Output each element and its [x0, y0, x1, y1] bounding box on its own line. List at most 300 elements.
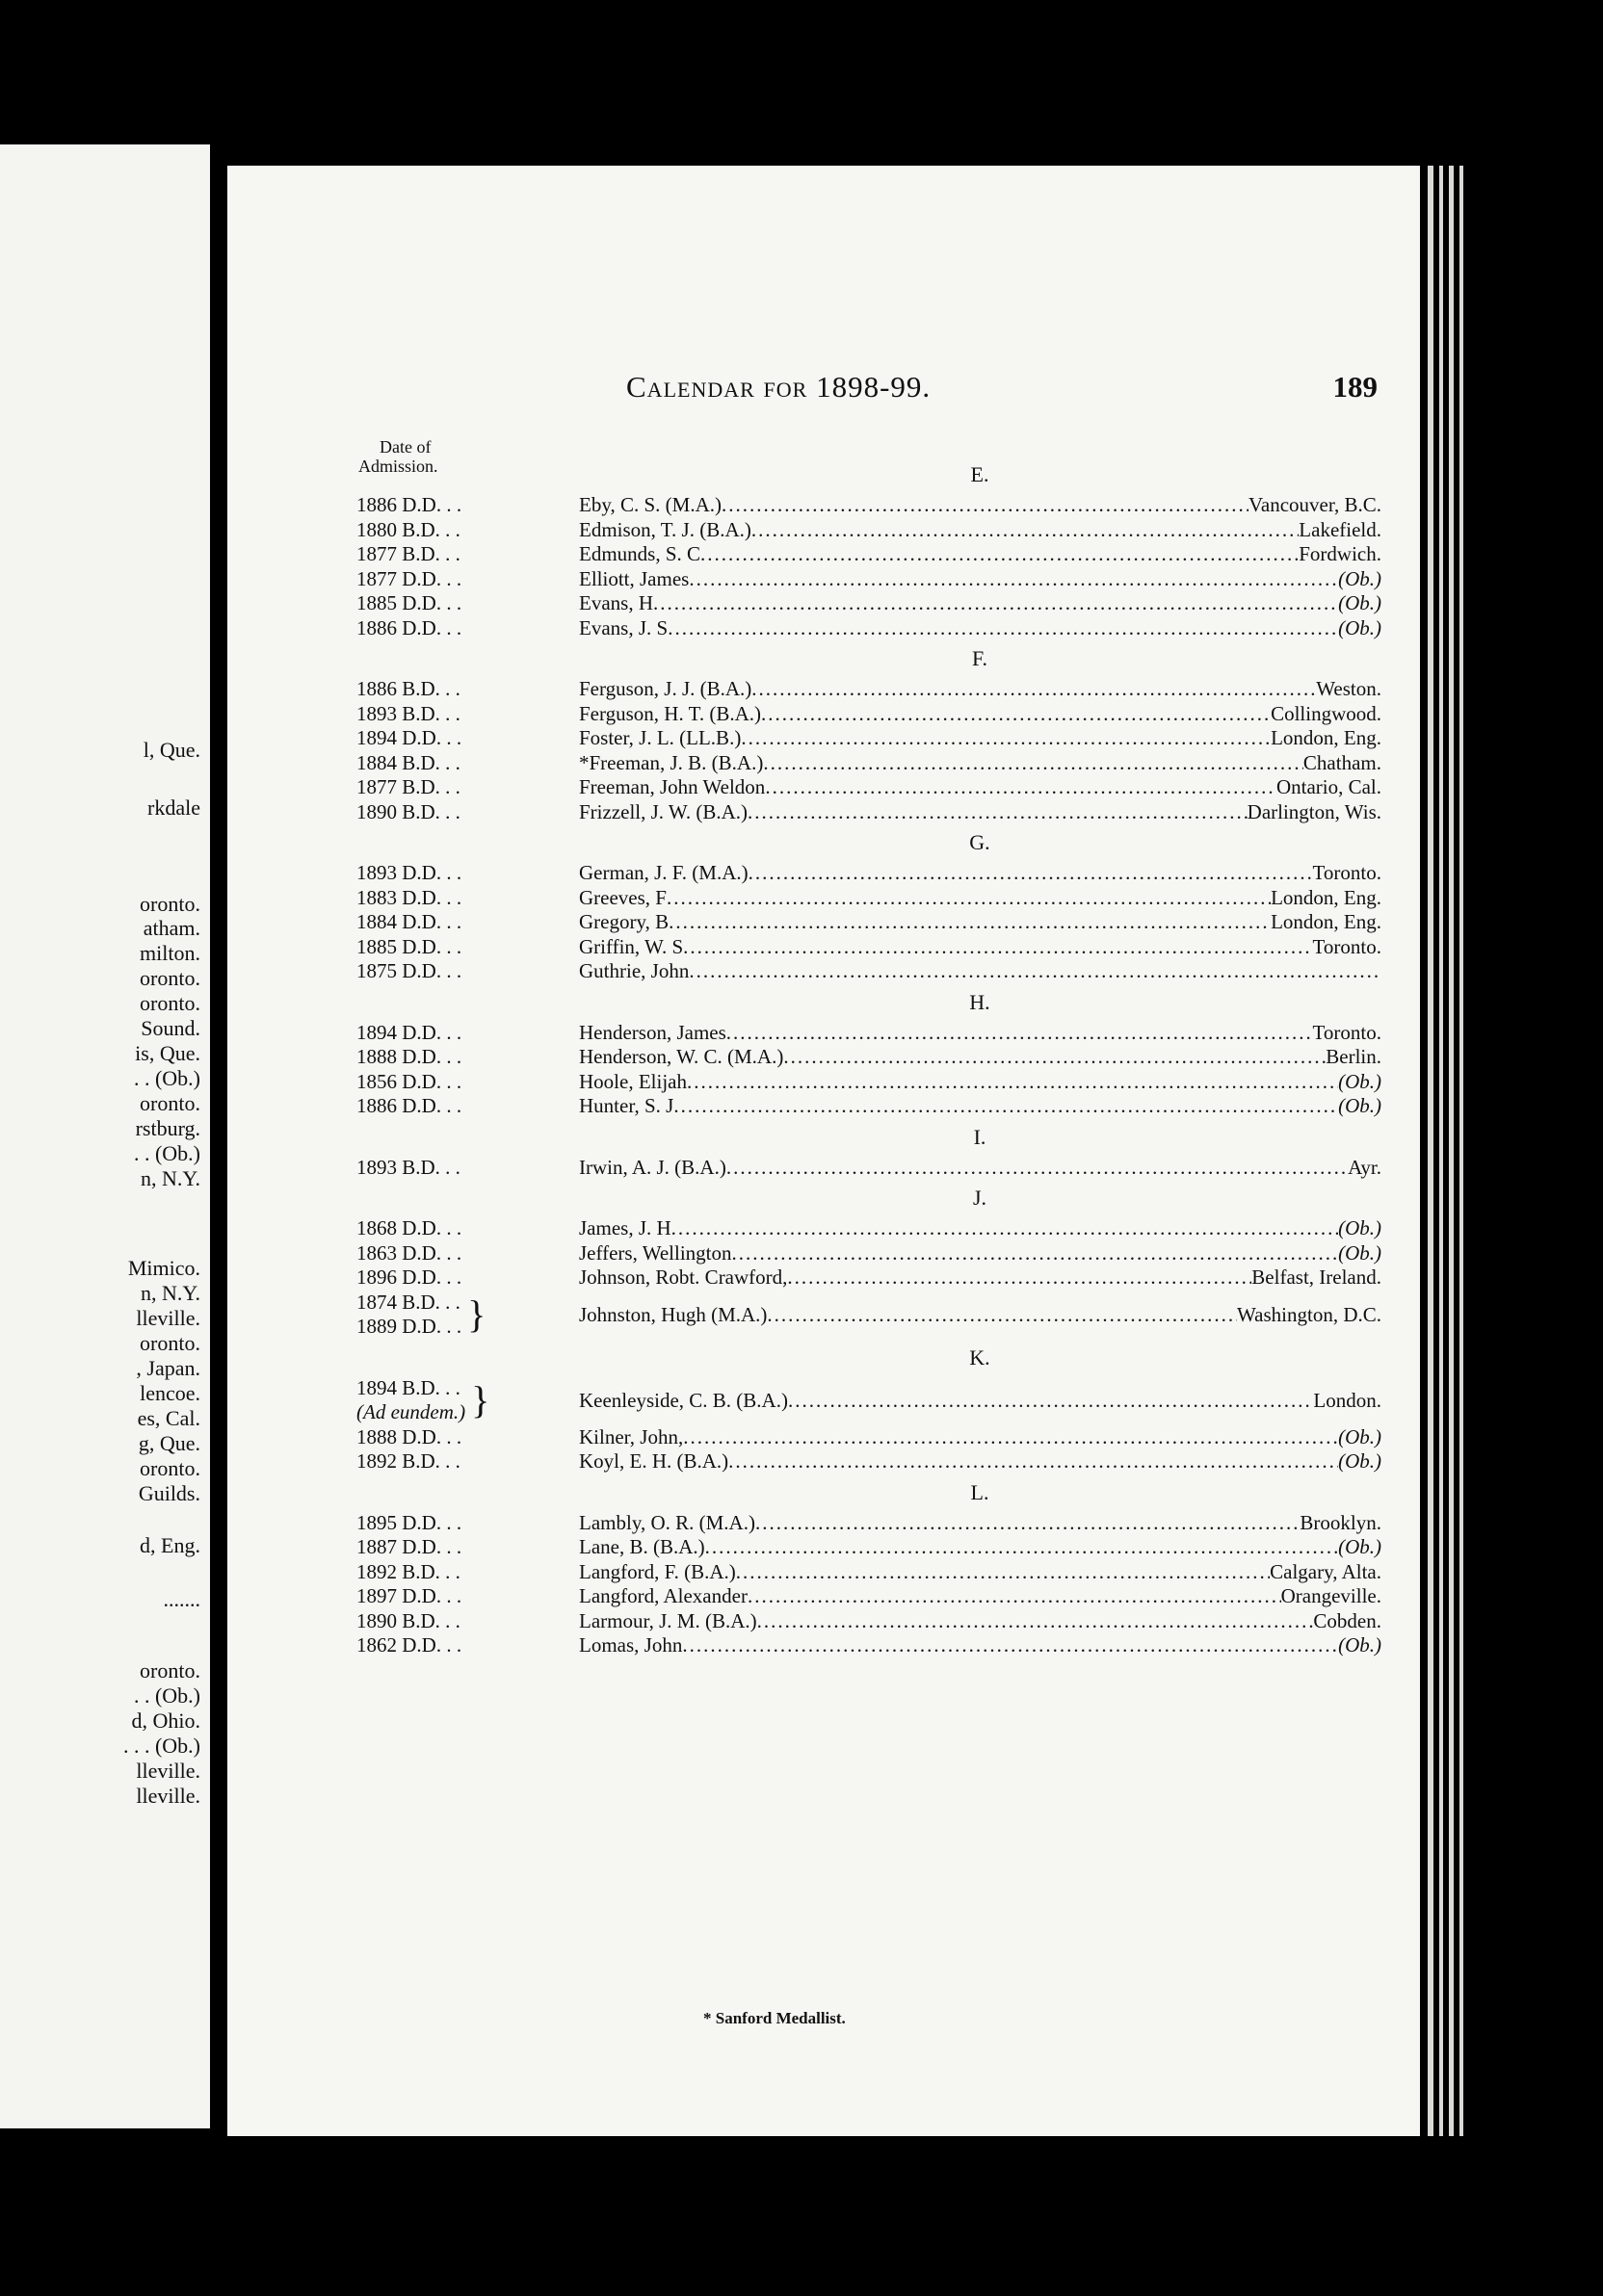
graduate-name: Gregory, B: [579, 910, 670, 934]
admission-date: [356, 1584, 579, 1609]
graduate-name: Guthrie, John: [579, 959, 690, 983]
admission-line: 1889 D.D. . .: [356, 1315, 462, 1338]
leader-dots: [765, 775, 1276, 799]
leader-dots: [683, 935, 1312, 959]
leader-dots: [689, 567, 1338, 591]
leader-dots: [687, 1070, 1338, 1094]
admission-date: [356, 1045, 579, 1070]
book-edge: [1428, 166, 1433, 2136]
residence: Weston.: [1316, 677, 1381, 701]
list-item: [356, 1560, 1381, 1585]
entry: [579, 677, 1381, 701]
admission-line: 1884 B.D. . .: [356, 750, 460, 774]
register-list: [356, 457, 1381, 1658]
graduate-name: German, J. F. (M.A.): [579, 861, 749, 885]
page-title: Calendar for 1898-99.: [626, 370, 932, 404]
graduate-name: Jeffers, Wellington: [579, 1240, 732, 1265]
left-page-line: Sound.: [141, 1016, 200, 1040]
admission-date: [356, 1241, 579, 1266]
list-item: [356, 935, 1381, 960]
admission-date: [356, 751, 579, 776]
leader-dots: [755, 1511, 1300, 1535]
graduate-name: Langford, Alexander: [579, 1584, 748, 1608]
graduate-name: Evans, H: [579, 591, 653, 615]
admission-line: 1893 B.D. . .: [356, 701, 460, 725]
entry: [579, 1216, 1381, 1240]
admission-line: 1886 D.D. . .: [356, 615, 462, 639]
leader-dots: [722, 493, 1248, 517]
admission-line: 1886 D.D. . .: [356, 1094, 462, 1117]
admission-lines: [356, 493, 461, 518]
left-page-line: oronto.: [140, 1091, 200, 1115]
entry: [579, 1511, 1381, 1535]
list-item: [356, 775, 1381, 800]
list-item: [356, 1633, 1381, 1658]
section-letter: I.: [973, 1124, 986, 1149]
list-item: [356, 1425, 1381, 1450]
admission-lines: [356, 751, 460, 776]
list-item: [356, 959, 1381, 984]
leader-dots: [671, 1216, 1338, 1240]
list-item: [356, 567, 1381, 592]
leader-dots: [787, 1265, 1251, 1290]
left-page-line: atham.: [143, 916, 200, 940]
graduate-name: Elliott, James: [579, 566, 690, 590]
graduate-name: Lambly, O. R. (M.A.): [579, 1510, 755, 1534]
list-item: [356, 1535, 1381, 1560]
admission-lines: [356, 1584, 461, 1609]
admission-line: 1896 D.D. . .: [356, 1265, 462, 1289]
leader-dots: [748, 800, 1248, 824]
leader-dots: [728, 1449, 1338, 1474]
list-item: [356, 910, 1381, 935]
left-page-line: oronto.: [140, 991, 200, 1015]
admission-date: [356, 1633, 579, 1658]
left-page-line: d, Eng.: [140, 1533, 200, 1557]
leader-dots: [673, 1094, 1338, 1118]
column-header-line1: Date of: [380, 437, 432, 457]
admission-line: 1883 D.D. . .: [356, 885, 462, 909]
graduate-name: Irwin, A. J. (B.A.): [579, 1155, 726, 1179]
admission-lines: [356, 1376, 465, 1425]
leader-dots: [683, 1425, 1338, 1449]
graduate-name: Evans, J. S: [579, 615, 669, 639]
residence: (Ob.): [1338, 591, 1381, 615]
graduate-name: Ferguson, J. J. (B.A.): [579, 677, 752, 701]
graduate-name: Foster, J. L. (LL.B.): [579, 726, 742, 750]
left-page-line: . . (Ob.): [133, 1066, 200, 1090]
residence: (Ob.): [1338, 1094, 1381, 1118]
graduate-name: Langford, F. (B.A.): [579, 1559, 736, 1583]
graduate-name: Hoole, Elijah: [579, 1069, 687, 1093]
admission-date: [356, 1425, 579, 1450]
leader-dots: [761, 702, 1271, 726]
left-page-line: Guilds.: [138, 1481, 200, 1505]
residence: Brooklyn.: [1300, 1510, 1381, 1534]
list-item: [356, 1156, 1381, 1181]
admission-date: [356, 1156, 579, 1181]
footnote: * Sanford Medallist.: [703, 2009, 846, 2027]
residence: Washington, D.C.: [1237, 1302, 1381, 1326]
residence: Toronto.: [1312, 1020, 1381, 1044]
list-item: [356, 1241, 1381, 1266]
list-item: [356, 1449, 1381, 1474]
entry: [579, 861, 1381, 885]
entry: [579, 518, 1381, 542]
residence: (Ob.): [1338, 615, 1381, 639]
section: [356, 1340, 1381, 1474]
admission-date: [356, 886, 579, 911]
admission-line: 1856 D.D. . .: [356, 1069, 462, 1093]
leader-dots: [732, 1241, 1339, 1265]
residence: Vancouver, B.C.: [1248, 493, 1381, 517]
residence: Fordwich.: [1299, 542, 1381, 566]
admission-lines: [356, 1070, 461, 1095]
leader-dots: [736, 1560, 1270, 1584]
entry: [579, 702, 1381, 726]
leader-dots: [763, 751, 1303, 775]
list-item: [356, 1021, 1381, 1046]
entry: [579, 910, 1381, 934]
left-page-line: oronto.: [140, 1456, 200, 1480]
admission-lines: [356, 1021, 461, 1046]
left-page-line: rstburg.: [135, 1116, 200, 1140]
residence: (Ob.): [1338, 1535, 1381, 1559]
admission-date: [356, 910, 579, 935]
residence: (Ob.): [1338, 1240, 1381, 1265]
list-item: [356, 886, 1381, 911]
section-letter: L.: [970, 1479, 989, 1504]
residence: Berlin.: [1326, 1045, 1381, 1069]
admission-lines: [356, 1265, 461, 1291]
residence: Calgary, Alta.: [1270, 1559, 1381, 1583]
admission-line: 1890 B.D. . .: [356, 799, 460, 823]
leader-dots: [726, 1156, 1348, 1180]
admission-lines: [356, 1633, 461, 1658]
section-letter: F.: [972, 646, 987, 670]
admission-lines: [356, 1094, 461, 1119]
entry: [579, 1045, 1381, 1069]
left-page-line: lencoe.: [140, 1381, 200, 1405]
admission-date: [356, 1265, 579, 1291]
list-item: [356, 616, 1381, 641]
list-item: [356, 1584, 1381, 1609]
leader-dots: [682, 1633, 1338, 1657]
residence: Orangeville.: [1280, 1584, 1381, 1608]
leader-dots: [653, 591, 1338, 615]
residence: Cobden.: [1313, 1608, 1381, 1632]
section-letter: H.: [969, 989, 990, 1014]
admission-line: 1894 B.D. . .: [356, 1375, 460, 1399]
residence: London, Eng.: [1271, 726, 1381, 750]
left-page-line: oronto.: [140, 1658, 200, 1683]
leader-dots: [748, 1584, 1281, 1608]
list-item: [356, 1216, 1381, 1241]
admission-lines: [356, 1449, 460, 1474]
residence: (Ob.): [1338, 1633, 1381, 1657]
list-item: [356, 702, 1381, 727]
list-item: [356, 1609, 1381, 1634]
entry: [579, 1535, 1381, 1559]
admission-date: [356, 935, 579, 960]
entry: [579, 1241, 1381, 1265]
graduate-name: James, J. H: [579, 1216, 671, 1240]
entry: [579, 800, 1381, 824]
residence: (Ob.): [1338, 1424, 1381, 1448]
admission-lines: [356, 1511, 461, 1536]
admission-date: [356, 726, 579, 751]
admission-lines: [356, 800, 460, 825]
admission-line: 1893 D.D. . .: [356, 861, 462, 884]
admission-line: 1892 B.D. . .: [356, 1559, 460, 1583]
section-letter: G.: [969, 830, 990, 854]
admission-lines: [356, 1156, 460, 1181]
list-item: [356, 1045, 1381, 1070]
admission-date: [356, 1376, 579, 1425]
admission-line: 1887 D.D. . .: [356, 1535, 462, 1558]
residence: Lakefield.: [1299, 517, 1381, 541]
admission-date: [356, 1535, 579, 1560]
graduate-name: Larmour, J. M. (B.A.): [579, 1608, 757, 1632]
graduate-name: Lane, B. (B.A.): [579, 1535, 705, 1559]
section: [356, 824, 1381, 984]
admission-date: [356, 1449, 579, 1474]
left-page-line: lleville.: [136, 1784, 200, 1808]
entry: [579, 1303, 1381, 1327]
leader-dots: [726, 1021, 1313, 1045]
left-page-line: . . . (Ob.): [122, 1734, 200, 1758]
leader-dots: [751, 518, 1299, 542]
admission-lines: [356, 959, 461, 984]
graduate-name: Hunter, S. J: [579, 1094, 674, 1118]
list-item: [356, 677, 1381, 702]
leader-dots: [757, 1609, 1314, 1633]
graduate-name: *Freeman, J. B. (B.A.): [579, 750, 764, 774]
admission-lines: [356, 677, 460, 702]
admission-lines: [356, 542, 460, 567]
residence: (Ob.): [1338, 566, 1381, 590]
list-item: [356, 1094, 1381, 1119]
entry: [579, 1633, 1381, 1657]
list-item: [356, 1070, 1381, 1095]
list-item: [356, 1511, 1381, 1536]
admission-date: [356, 567, 579, 592]
admission-line: 1894 D.D. . .: [356, 726, 462, 749]
list-item: [356, 1265, 1381, 1291]
admission-lines: [356, 1609, 460, 1634]
column-header-line2: Admission.: [358, 457, 438, 476]
leader-dots: [689, 959, 1381, 983]
left-page-line: lleville.: [136, 1759, 200, 1783]
list-item: [356, 591, 1381, 616]
residence: Darlington, Wis.: [1247, 799, 1381, 823]
entry: [579, 726, 1381, 750]
entry: [579, 1156, 1381, 1180]
leader-dots: [668, 616, 1338, 640]
section: [356, 984, 1381, 1119]
section: [356, 1119, 1381, 1181]
entry: [579, 775, 1381, 799]
residence: Belfast, Ireland.: [1251, 1265, 1381, 1290]
admission-lines: [356, 726, 461, 751]
admission-date: [356, 1560, 579, 1585]
left-page-line: is, Que.: [135, 1041, 200, 1065]
admission-line: 1868 D.D. . .: [356, 1216, 462, 1239]
admission-date: [356, 1094, 579, 1119]
left-page-line: .......: [163, 1587, 200, 1611]
entry: [579, 493, 1381, 517]
entry: [579, 1560, 1381, 1584]
admission-date: [356, 591, 579, 616]
admission-lines: [356, 1535, 461, 1560]
admission-date: [356, 1291, 579, 1340]
admission-date: [356, 702, 579, 727]
admission-line: 1877 B.D. . .: [356, 775, 460, 798]
leader-dots: [751, 677, 1316, 701]
admission-date: [356, 775, 579, 800]
left-page-line: g, Que.: [138, 1431, 200, 1455]
residence: (Ob.): [1338, 1069, 1381, 1093]
left-page-line: Mimico.: [127, 1256, 200, 1280]
entry: [579, 542, 1381, 566]
entry: [579, 616, 1381, 640]
leader-dots: [667, 886, 1271, 910]
list-item: [356, 1376, 1381, 1425]
residence: London.: [1313, 1388, 1381, 1412]
leader-dots: [705, 1535, 1338, 1559]
list-item: [356, 493, 1381, 518]
admission-lines: [356, 861, 461, 886]
admission-line: 1875 D.D. . .: [356, 959, 462, 982]
leader-dots: [669, 910, 1271, 934]
admission-lines: [356, 1241, 461, 1266]
book-edge: [1439, 166, 1443, 2136]
admission-lines: [356, 886, 461, 911]
admission-line: 1884 D.D. . .: [356, 910, 462, 933]
graduate-name: Freeman, John Weldon: [579, 775, 766, 799]
admission-line: 1895 D.D. . .: [356, 1510, 462, 1534]
graduate-name: Eby, C. S. (M.A.): [579, 493, 722, 517]
admission-line: 1892 B.D. . .: [356, 1449, 460, 1473]
entry: [579, 1070, 1381, 1094]
admission-line: 1897 D.D. . .: [356, 1584, 462, 1607]
admission-lines: [356, 1045, 461, 1070]
list-item: [356, 518, 1381, 543]
left-page-line: oronto.: [140, 892, 200, 916]
graduate-name: Keenleyside, C. B. (B.A.): [579, 1388, 788, 1412]
left-page-line: . . (Ob.): [133, 1141, 200, 1165]
entry: [579, 886, 1381, 910]
entry: [579, 1021, 1381, 1045]
admission-line: 1880 B.D. . .: [356, 517, 460, 541]
entry: [579, 1094, 1381, 1118]
admission-line: 1885 D.D. . .: [356, 934, 462, 958]
left-page-line: l, Que.: [143, 738, 200, 762]
admission-lines: [356, 702, 460, 727]
graduate-name: Frizzell, J. W. (B.A.): [579, 799, 748, 823]
leader-dots: [783, 1045, 1326, 1069]
admission-date: [356, 493, 579, 518]
admission-date: [356, 1511, 579, 1536]
admission-line: 1862 D.D. . .: [356, 1633, 462, 1657]
admission-lines: [356, 616, 461, 641]
leader-dots: [700, 542, 1299, 566]
list-item: [356, 751, 1381, 776]
entry: [579, 1425, 1381, 1449]
entry: [579, 751, 1381, 775]
admission-line: 1893 B.D. . .: [356, 1155, 460, 1179]
left-page-line: oronto.: [140, 966, 200, 990]
list-item: [356, 861, 1381, 886]
admission-date: [356, 1070, 579, 1095]
left-page-line: lleville.: [136, 1306, 200, 1330]
graduate-name: Greeves, F: [579, 885, 667, 909]
page-number: 189: [1332, 370, 1378, 404]
admission-date: [356, 800, 579, 825]
graduate-name: Henderson, W. C. (M.A.): [579, 1045, 784, 1069]
admission-date: [356, 861, 579, 886]
list-item: [356, 1291, 1381, 1340]
admission-line: 1886 B.D. . .: [356, 677, 460, 700]
left-page-line: oronto.: [140, 1331, 200, 1355]
admission-lines: [356, 935, 461, 960]
residence: London, Eng.: [1271, 885, 1381, 909]
admission-lines: [356, 910, 461, 935]
graduate-name: Koyl, E. H. (B.A.): [579, 1449, 729, 1474]
admission-lines: [356, 518, 460, 543]
entry: [579, 1584, 1381, 1608]
entry: [579, 935, 1381, 959]
leader-dots: [767, 1303, 1237, 1327]
entry: [579, 1449, 1381, 1474]
admission-date: [356, 1021, 579, 1046]
residence: Ayr.: [1348, 1155, 1381, 1179]
left-page-fragment: [0, 144, 210, 2128]
admission-line: 1877 D.D. . .: [356, 566, 462, 590]
section: [356, 1474, 1381, 1658]
list-item: [356, 726, 1381, 751]
left-page-line: rkdale: [147, 796, 200, 820]
leader-dots: [788, 1389, 1313, 1413]
brace: }: [467, 1292, 486, 1336]
admission-date: [356, 616, 579, 641]
left-page-line: d, Ohio.: [131, 1709, 200, 1733]
residence: Toronto.: [1312, 861, 1381, 885]
residence: Ontario, Cal.: [1275, 775, 1381, 799]
residence: (Ob.): [1338, 1216, 1381, 1240]
admission-lines: [356, 775, 460, 800]
list-item: [356, 800, 1381, 825]
left-page-line: . . (Ob.): [133, 1683, 200, 1708]
left-page-line: milton.: [140, 941, 200, 965]
entry: [579, 1389, 1381, 1413]
residence: Chatham.: [1302, 750, 1381, 774]
residence: (Ob.): [1338, 1449, 1381, 1474]
section: [356, 1180, 1381, 1340]
right-page: [227, 166, 1420, 2136]
admission-lines: [356, 567, 461, 592]
graduate-name: Edmison, T. J. (B.A.): [579, 517, 751, 541]
admission-line: 1890 B.D. . .: [356, 1608, 460, 1632]
admission-line: 1894 D.D. . .: [356, 1020, 462, 1044]
left-page-line: es, Cal.: [137, 1406, 200, 1430]
graduate-name: Kilner, John,: [579, 1424, 684, 1448]
residence: Toronto.: [1312, 934, 1381, 958]
graduate-name: Johnson, Robt. Crawford,: [579, 1265, 788, 1290]
admission-lines: [356, 591, 461, 616]
section-letter: E.: [970, 462, 989, 486]
admission-date: [356, 518, 579, 543]
